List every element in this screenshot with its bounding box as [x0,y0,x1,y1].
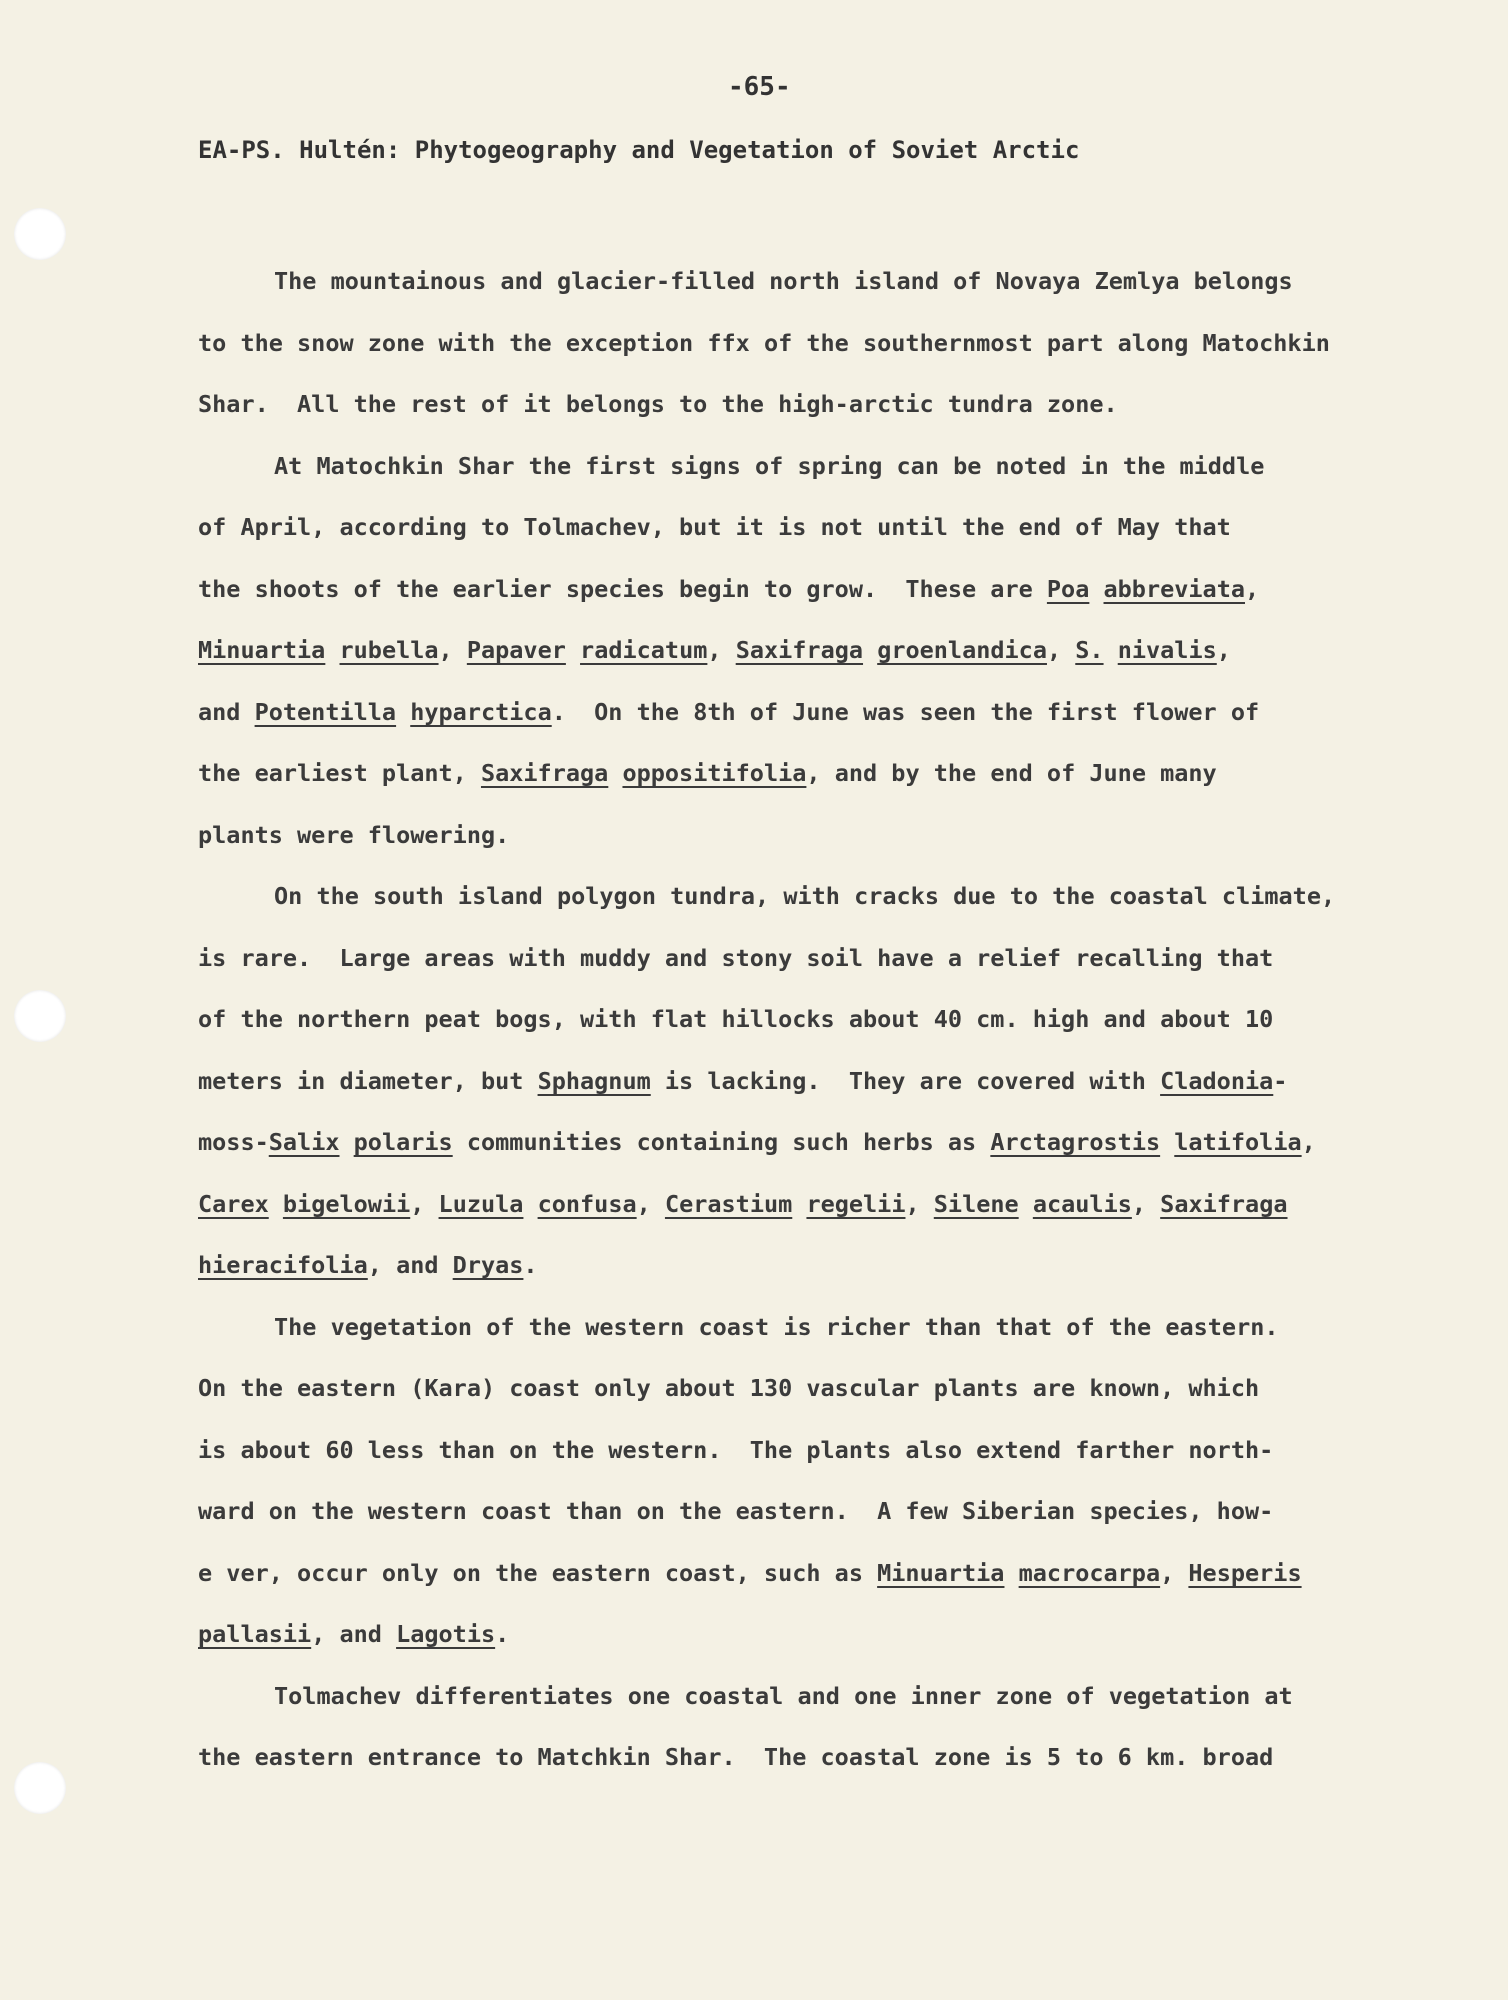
underlined-taxon: Poa [1046,574,1090,603]
underlined-taxon: Hesperis [1188,1558,1302,1587]
text-segment: The mountainous and glacier-filled north island of Novaya Zemlya belongs [274,267,1293,295]
underlined-taxon: abbreviata [1103,574,1245,603]
text-segment: the earliest plant, [198,759,481,787]
text-line [198,933,1428,995]
underlined-taxon: Papaver [466,636,566,664]
text-segment: . On the 8th of June was seen the first flower of [551,697,1260,726]
text-segment: , [410,1189,439,1218]
text-segment: of the southernmost part along Matochkin [749,328,1330,357]
text-line [198,687,1428,749]
text-segment: , and [367,1251,453,1279]
text-segment [340,1128,354,1156]
underlined-taxon: Luzula [438,1189,524,1218]
underlined-taxon: pallasii [198,1620,312,1648]
underlined-taxon: radicatum [580,636,708,664]
text-segment: of the northern peat bogs, with flat hillocks about 40 cm. high and about 10 [198,1005,1274,1033]
text-segment [325,636,339,664]
text-segment: ffx [707,328,750,357]
underlined-taxon: Cladonia [1160,1066,1274,1095]
text-segment: . [523,1251,538,1279]
text-segment: to the snow zone with the exception [198,328,708,357]
text-segment [269,1190,283,1218]
text-line [198,379,1428,441]
text-segment: communities containing such herbs as [452,1128,991,1156]
text-line [198,318,1428,380]
text-line [198,1548,1428,1610]
text-line [198,625,1428,687]
text-segment: and [198,697,255,726]
text-segment [566,636,580,664]
text-segment: the eastern entrance to Matchkin Shar. The coastal zone is 5 to 6 km. broad [198,1743,1274,1771]
underlined-taxon: S. [1075,636,1104,664]
underlined-taxon: Carex [198,1189,269,1218]
text-segment: - [1273,1066,1288,1095]
text-line [198,441,1428,503]
text-line [198,1179,1428,1241]
text-line [198,256,1428,318]
underlined-taxon: oppositifolia [622,759,807,787]
text-line [198,810,1428,872]
underlined-taxon: Saxifraga [735,636,864,664]
underlined-taxon: acaulis [1032,1189,1132,1218]
underlined-taxon: regelii [806,1189,906,1218]
text-segment: meters in diameter, but [198,1066,538,1095]
underlined-taxon: rubella [339,636,439,664]
text-segment: of April, according to Tolmachev, but it is not until the end of May that [198,513,1231,541]
text-line [198,1240,1428,1302]
underlined-taxon: Sphagnum [537,1066,651,1095]
text-line [198,1486,1428,1548]
underlined-taxon: Lagotis [396,1620,496,1648]
text-segment: is about 60 less than on the western. The plants also extend farther north- [198,1435,1274,1464]
text-segment: On the south island polygon tundra, with cracks due to the coastal climate, [274,882,1336,910]
underlined-taxon: bigelowii [282,1189,411,1218]
text-segment [523,1190,537,1218]
text-segment [396,698,410,726]
underlined-taxon: Silene [933,1189,1019,1218]
text-segment: , [1160,1558,1189,1587]
underlined-taxon: Saxifraga [480,759,609,787]
running-header: EA-PS. Hultén: Phytogeography and Vegetation of Soviet Arctic [198,136,1080,164]
underlined-taxon: confusa [537,1189,637,1218]
text-line [198,1363,1428,1425]
underlined-taxon: latifolia [1174,1128,1302,1156]
text-segment: . [495,1620,510,1648]
text-segment: , [1046,636,1076,664]
underlined-taxon: Arctagrostis [990,1128,1161,1156]
underlined-taxon: nivalis [1117,636,1217,664]
text-segment [1104,636,1118,664]
text-segment [792,1190,806,1218]
text-line [198,1425,1428,1487]
text-segment [608,759,622,787]
text-segment: , and by the end of June many [806,759,1217,787]
text-segment: moss- [198,1128,269,1156]
text-segment [863,636,877,664]
text-line [198,564,1428,626]
underlined-taxon: polaris [353,1128,453,1156]
text-segment: is rare. Large areas with muddy and stony soil have a relief recalling that [198,943,1274,972]
text-line [198,1117,1428,1179]
punch-hole-middle [14,990,66,1042]
text-segment: Tolmachev differentiates one coastal and one inner zone of vegetation at [274,1681,1293,1710]
underlined-taxon: Salix [268,1128,340,1156]
text-segment: the shoots of the earlier species begin to grow. These are [198,574,1047,603]
text-line [198,994,1428,1056]
underlined-taxon: Potentilla [254,697,397,726]
underlined-taxon: Saxifraga [1160,1189,1288,1218]
text-segment: plants were flowering. [198,820,510,849]
underlined-taxon: groenlandica [877,636,1047,664]
text-segment: , [905,1189,934,1218]
text-segment: , and [311,1620,397,1648]
text-line [198,1732,1428,1794]
text-segment: , [707,636,736,664]
text-segment: ward on the western coast than on the eastern. A few Siberian species, how- [198,1497,1274,1525]
text-line [198,1056,1428,1118]
page-number: -65- [728,72,791,102]
text-segment: Shar. All the rest of it belongs to the high-arctic tundra zone. [198,390,1118,418]
text-segment: The vegetation of the western coast is richer than that of the eastern. [274,1312,1279,1341]
text-segment: is lacking. They are covered with [650,1066,1161,1095]
underlined-taxon: Minuartia [198,636,326,664]
text-line [198,1302,1428,1364]
underlined-taxon: hyparctica [410,697,552,726]
text-line [198,1671,1428,1733]
text-segment: , [1245,574,1260,603]
underlined-taxon: Minuartia [877,1558,1005,1587]
text-segment: , [1301,1128,1316,1156]
text-segment: e ver, occur only on the eastern coast, such as [198,1558,878,1587]
body-text [198,256,1428,1794]
text-segment: , [1131,1189,1161,1218]
text-segment: On the eastern (Kara) coast only about 130 vascular plants are known, which [198,1374,1260,1402]
text-line [198,748,1428,810]
underlined-taxon: Dryas [452,1251,524,1279]
punch-hole-bottom [14,1762,66,1814]
text-segment: , [438,636,467,664]
underlined-taxon: Cerastium [664,1189,793,1218]
underlined-taxon: hieracifolia [198,1251,368,1279]
text-line [198,502,1428,564]
text-segment [1089,575,1103,603]
underlined-taxon: macrocarpa [1018,1558,1161,1587]
text-line [198,871,1428,933]
text-segment [1004,1559,1018,1587]
punch-hole-top [14,208,66,260]
text-line [198,1609,1428,1671]
text-segment [1019,1190,1033,1218]
text-segment: At Matochkin Shar the first signs of spring can be noted in the middle [274,451,1265,480]
text-segment: , [636,1189,665,1218]
text-segment: , [1216,636,1231,664]
text-segment [1160,1128,1174,1156]
